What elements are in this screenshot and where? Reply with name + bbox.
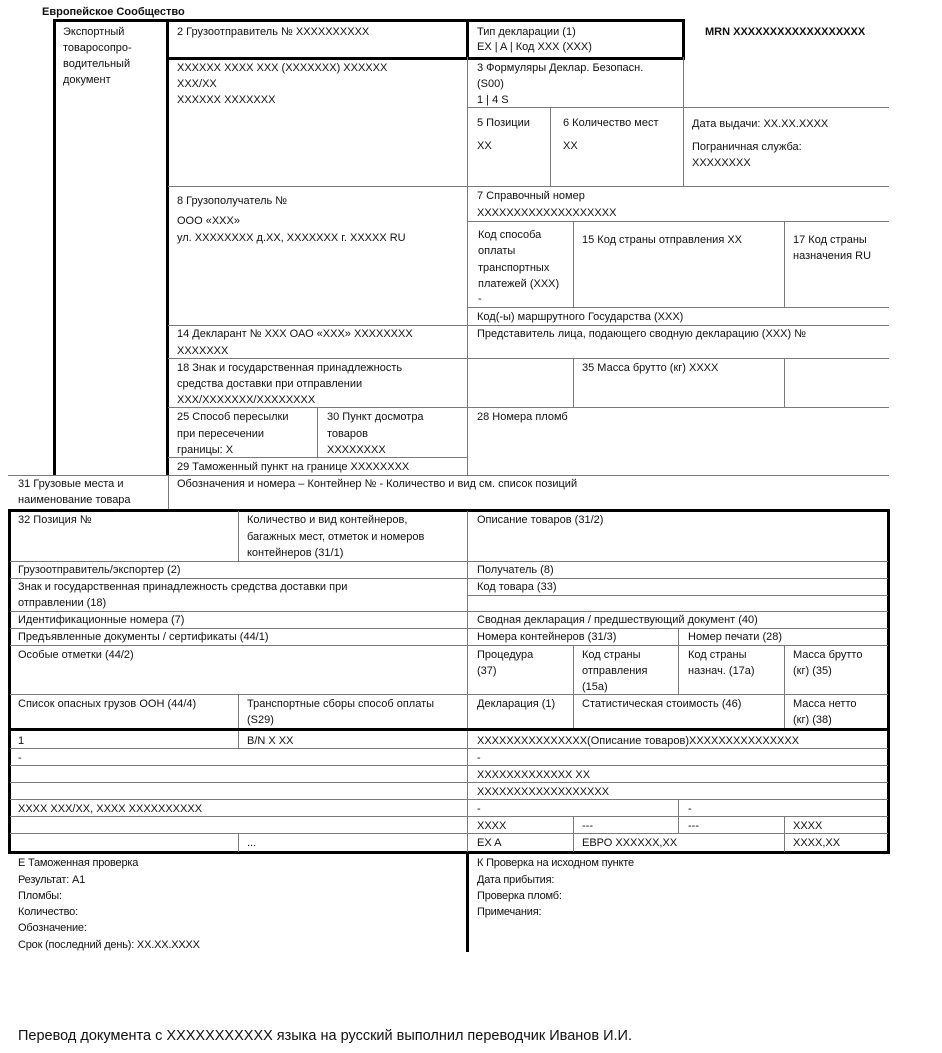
header-documents: Предъявленные документы / сертификаты (44/1)	[18, 631, 269, 643]
header-consignee: Получатель (8)	[477, 564, 554, 576]
value-id-numbers: XXXXXXXXXXXXXXXXXX	[477, 786, 610, 798]
value-description: XXXXXXXXXXXXXXX(Описание товаров)XXXXXXXXXXXXXXX	[477, 735, 800, 747]
value-transport-charges: ...	[247, 837, 257, 849]
box-35-gross-mass: 35 Масса брутто (кг) XXXX	[582, 362, 719, 374]
section-k-title: К Проверка на исходном пункте	[477, 857, 634, 869]
box-31-description: Обозначения и номера – Контейнер № - Количество и вид см. список позиций	[177, 478, 578, 490]
value-consignee: -	[477, 752, 481, 764]
value-documents: XXXX XXX/XX, XXXX XXXXXXXXXX	[18, 803, 203, 815]
header-special-notes: Особые отметки (44/2)	[18, 649, 134, 661]
header-summary-declaration: Сводная декларация / предшествующий документ (40)	[477, 614, 758, 626]
value-destination-country: ---	[688, 820, 699, 832]
value-consignor: -	[18, 752, 22, 764]
header-statistical-value: Статистическая стоимость (46)	[582, 698, 742, 710]
header-description: Описание товаров (31/2)	[477, 514, 604, 526]
value-position: 1	[18, 735, 25, 747]
value-dispatch-country: ---	[582, 820, 593, 832]
translation-note: Перевод документа с XXXXXXXXXXX языка на русский выполнил переводчик Иванов И.И.	[18, 1028, 632, 1044]
value-containers: B/N X XX	[247, 735, 294, 747]
header-id-numbers: Идентификационные номера (7)	[18, 614, 185, 626]
value-net-mass: XXXX,XX	[793, 837, 841, 849]
header-dangerous-goods: Список опасных грузов ООН (44/4)	[18, 698, 197, 710]
route-states: Код(-ы) маршрутного Государства (XXX)	[477, 311, 684, 323]
mrn-number: MRN XXXXXXXXXXXXXXXXXX	[705, 26, 866, 38]
value-procedure: XXXX	[477, 820, 507, 832]
value-gross-mass: XXXX	[793, 820, 823, 832]
box-15-dispatch-country: 15 Код страны отправления XX	[582, 234, 742, 246]
representative: Представитель лица, подающего сводную декларацию (XXX) №	[477, 328, 806, 340]
section-e-title: E Таможенная проверка	[18, 857, 139, 869]
header-position: 32 Позиция №	[18, 514, 92, 526]
box-28-seal-numbers: 28 Номера пломб	[477, 411, 568, 423]
box-29-border-office: 29 Таможенный пункт на границе XXXXXXXX	[177, 461, 410, 473]
box-2-label: 2 Грузоотправитель № XXXXXXXXXX	[177, 26, 370, 38]
value-declaration: EX A	[477, 837, 502, 849]
page-title: Европейское Сообщество	[42, 6, 185, 18]
header-declaration: Декларация (1)	[477, 698, 556, 710]
header-container-numbers: Номера контейнеров (31/3)	[477, 631, 617, 643]
header-consignor: Грузоотправитель/экспортер (2)	[18, 564, 181, 576]
header-seal-number: Номер печати (28)	[688, 631, 783, 643]
value-commodity-code: XXXXXXXXXXXXX XX	[477, 769, 591, 781]
value-statistical-value: ЕВРО XXXXXX,XX	[582, 837, 678, 849]
header-commodity-code: Код товара (33)	[477, 581, 557, 593]
value-container-numbers: -	[477, 803, 481, 815]
value-seal-number: -	[688, 803, 692, 815]
